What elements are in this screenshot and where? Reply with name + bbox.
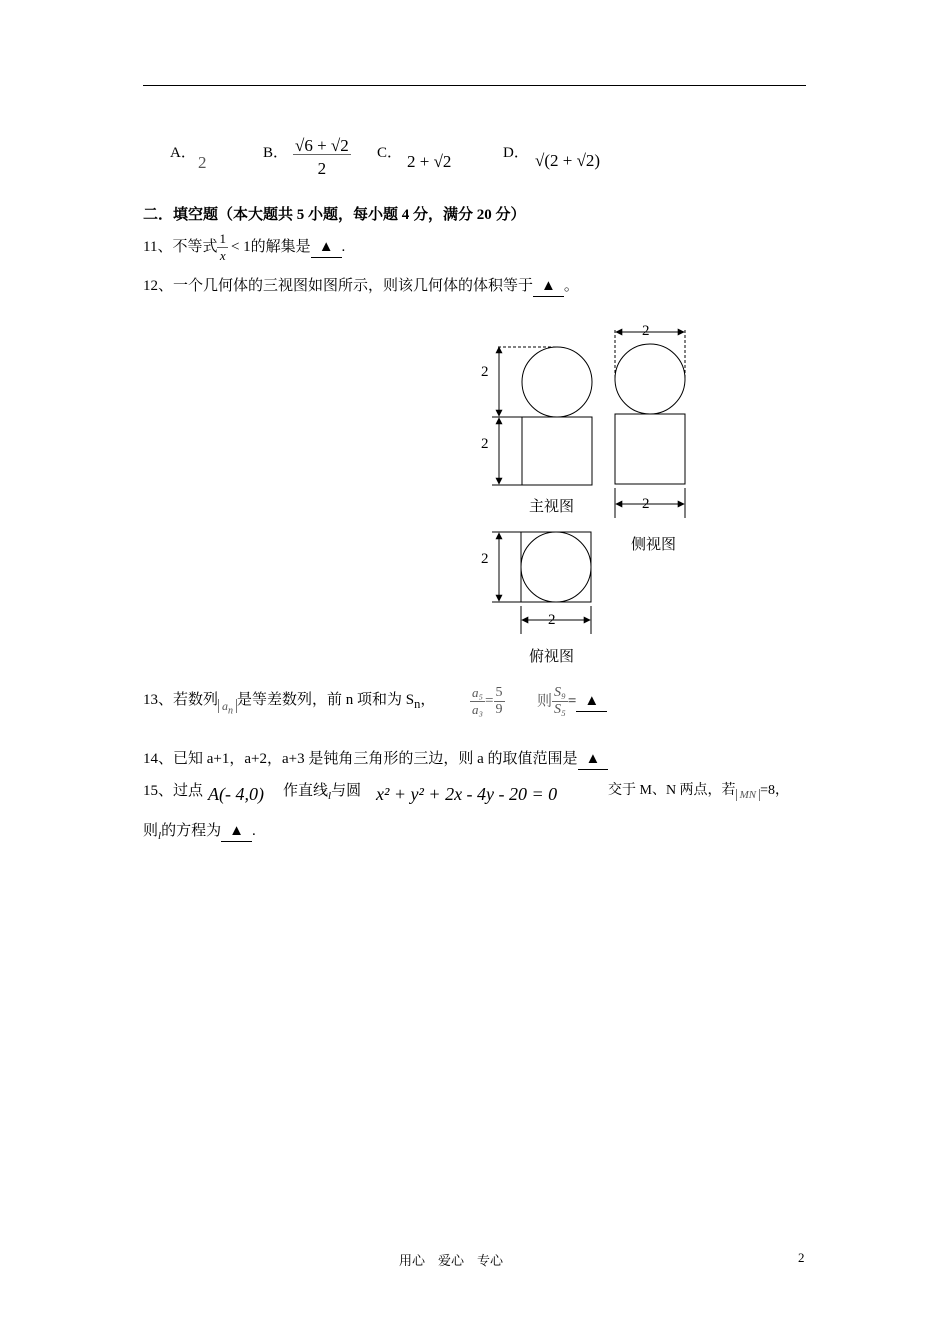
header-rule [143,85,806,86]
question-11 [143,231,345,264]
q11-inequality: < 1 [230,238,251,255]
top-view-circle [521,532,591,602]
q15-mid1: 作直线$_l$与圆 [283,783,362,802]
q13-then: 则 [537,693,553,710]
top-dim-bottom-label: 2 [548,612,556,628]
side-dim-top-label: 2 [642,323,650,339]
q13-prefix: 13、若数列 [143,692,219,708]
q11-prefix: 11、不等式 [143,238,218,255]
q13-answer-blank: ▲ [576,691,607,712]
top-view-caption: 俯视图 [529,649,575,665]
q11-frac-den: x [219,248,226,263]
option-a-value: 2 [198,153,207,172]
q13-eq2: = [567,693,577,710]
q14-text: 14、已知 a+1，a+2，a+3 是钝角三角形的三边，则 a 的取值范围是 [143,751,578,767]
front-view-circle [522,347,592,417]
q11-suffix: 的解集是 [250,238,311,255]
q15-mn: MN [736,789,761,801]
q15-mid3: 交于 M、N 两点，若 $_{MN}$ =8， [608,783,789,801]
q13-mid-sub: n [414,697,421,711]
q13-r2-den: S₅ [554,702,566,717]
q13-ratio-1 [470,685,505,718]
question-15-prefix: 15、过点 [143,783,204,799]
option-b-fraction [293,138,351,177]
q13-r2-num: S₉ [554,685,566,700]
front-view-caption: 主视图 [529,499,575,515]
page-number: 2 [798,1250,805,1265]
q11-frac-num: 1 [219,231,226,246]
q15-answer-blank: ▲ [221,821,252,842]
q13-r1-den: a₃ [472,702,484,717]
q12-end: 。 [563,278,579,294]
side-dim-bottom-label: 2 [642,496,650,512]
q14-answer-blank: ▲ [578,749,609,770]
option-b-numerator: √6 + √2 [295,136,349,155]
q15-line2-l: l [158,830,162,842]
option-b-denominator: 2 [317,159,327,178]
q12-text: 12、一个几何体的三视图如图所示，则该几何体的体积等于 [143,278,534,294]
q13-sequence: an [218,699,237,713]
q13-r1-val-den: 9 [495,702,503,717]
q13-r1-val-num: 5 [495,685,503,700]
front-dim-lower-label: 2 [481,436,489,452]
q13-r1-num: a₅ [472,685,484,700]
q13-eq: = [485,692,494,709]
question-13 [143,690,435,721]
question-12 [143,276,579,297]
q11-end: . [341,238,346,255]
section-title: 二．填空题（本大题共 5 小题，每小题 4 分，满分 20 分） [143,207,526,223]
front-dim-upper-label: 2 [481,364,489,380]
q11-answer-blank: ▲ [311,237,342,258]
q13-mid: 是等差数列，前 n 项和为 S [237,692,415,708]
q15-mn-val: =8， [760,783,789,798]
side-view-caption: 侧视图 [631,537,677,553]
option-a-label: A． [170,145,196,161]
option-d-value: √(2 + √2) [535,151,601,170]
top-dim-left-label: 2 [481,551,489,567]
q13-comma: ， [420,692,436,708]
three-view-figure [470,318,710,668]
q15-circle-equation: x² + y² + 2x - 4y - 20 = 0 [376,784,558,804]
q12-answer-blank: ▲ [533,276,564,297]
question-14 [143,749,608,770]
footer-motto: 用心 爱心 专心 [399,1253,504,1268]
side-view-circle [615,344,685,414]
side-view-square [615,414,685,484]
q15-point: A(- 4,0) [208,784,264,804]
front-view-square [522,417,592,485]
question-15-line2: 则$_l$的方程为 ▲ . [143,823,256,842]
option-c-value: 2 + √2 [407,152,452,171]
option-c-label: C． [377,145,403,161]
option-b-label: B． [263,145,289,161]
q11-fraction [217,231,228,264]
option-d-label: D． [503,145,529,161]
q13-ratio-2 [537,685,607,718]
q15-line-l: l [328,790,332,802]
